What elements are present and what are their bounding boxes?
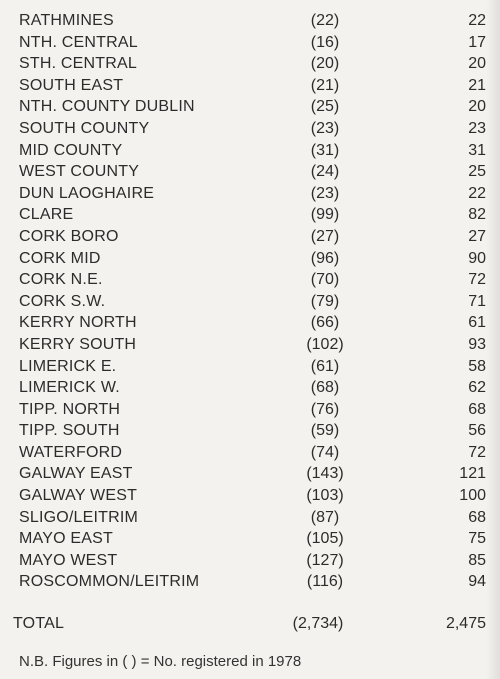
row-curr-count: 94 <box>468 573 486 591</box>
table-row <box>0 161 500 183</box>
row-prev-count: (27) <box>310 227 340 245</box>
table-row <box>0 399 500 421</box>
row-curr-count: 22 <box>468 12 486 29</box>
row-name: TIPP. NORTH <box>19 400 121 418</box>
row-prev-count: (103) <box>306 487 344 505</box>
row-name: CLARE <box>19 206 74 224</box>
row-prev-count: (87) <box>310 508 340 526</box>
row-prev-count: (31) <box>310 141 340 159</box>
row-name: SOUTH EAST <box>19 76 124 94</box>
row-curr-count: 100 <box>459 487 486 505</box>
row-curr-count: 21 <box>468 76 486 94</box>
row-curr-count: 72 <box>468 443 486 461</box>
row-curr-count: 20 <box>468 98 486 116</box>
row-curr-count: 31 <box>468 141 486 159</box>
table-row <box>0 269 500 291</box>
constituency-table <box>0 10 500 593</box>
total-row <box>0 612 500 636</box>
row-curr-count: 93 <box>468 335 486 353</box>
row-name: GALWAY EAST <box>19 465 133 483</box>
row-prev-count: (21) <box>310 76 340 94</box>
row-name: NTH. COUNTY DUBLIN <box>19 98 195 116</box>
table-row <box>0 118 500 140</box>
row-prev-count: (96) <box>310 249 340 267</box>
row-prev-count: (116) <box>306 573 344 591</box>
footnote: N.B. Figures in ( ) = No. registered in 1978 <box>19 653 302 670</box>
row-name: LIMERICK W. <box>19 379 120 397</box>
row-name: TIPP. SOUTH <box>19 422 120 440</box>
row-prev-count: (20) <box>310 55 340 73</box>
page-edge-shadow <box>486 0 500 679</box>
row-prev-count: (79) <box>310 292 340 310</box>
row-prev-count: (23) <box>310 119 340 137</box>
row-prev-count: (68) <box>310 379 340 397</box>
row-prev-count: (76) <box>310 400 340 418</box>
row-name: ROSCOMMON/LEITRIM <box>19 573 200 591</box>
row-name: CORK MID <box>19 249 101 267</box>
row-name: NTH. CENTRAL <box>19 33 138 51</box>
table-row <box>0 550 500 572</box>
row-prev-count: (59) <box>310 422 340 440</box>
row-prev-count: (61) <box>310 357 340 375</box>
row-name: MAYO EAST <box>19 530 113 548</box>
table-row <box>0 10 500 32</box>
row-name: WATERFORD <box>19 443 123 461</box>
row-curr-count: 23 <box>468 119 486 137</box>
table-row <box>0 420 500 442</box>
row-curr-count: 82 <box>468 206 486 224</box>
row-name: LIMERICK E. <box>19 357 117 375</box>
row-prev-count: (102) <box>306 335 344 353</box>
total-curr: 2,475 <box>445 615 486 632</box>
table-row <box>0 377 500 399</box>
row-name: CORK BORO <box>19 227 119 245</box>
table-row <box>0 291 500 313</box>
row-prev-count: (74) <box>310 443 340 461</box>
total-label: TOTAL <box>13 615 65 632</box>
row-prev-count: (127) <box>306 551 344 569</box>
table-row <box>0 485 500 507</box>
total-prev: (2,734) <box>292 615 344 632</box>
row-curr-count: 62 <box>468 379 486 397</box>
row-prev-count: (70) <box>310 271 340 289</box>
row-name: CORK S.W. <box>19 292 106 310</box>
table-row <box>0 442 500 464</box>
table-row <box>0 571 500 593</box>
table-row <box>0 96 500 118</box>
row-curr-count: 56 <box>468 422 486 440</box>
row-curr-count: 22 <box>468 184 486 202</box>
row-curr-count: 90 <box>468 249 486 267</box>
table-row <box>0 507 500 529</box>
row-curr-count: 61 <box>468 314 486 332</box>
row-curr-count: 20 <box>468 55 486 73</box>
row-prev-count: (24) <box>310 163 340 181</box>
row-curr-count: 68 <box>468 508 486 526</box>
row-curr-count: 68 <box>468 400 486 418</box>
row-name: KERRY NORTH <box>19 314 137 332</box>
row-name: DUN LAOGHAIRE <box>19 184 155 202</box>
row-curr-count: 121 <box>459 465 486 483</box>
row-curr-count: 71 <box>468 292 486 310</box>
table-row <box>0 140 500 162</box>
row-name: MAYO WEST <box>19 551 118 569</box>
table-row <box>0 183 500 205</box>
row-prev-count: (25) <box>310 98 340 116</box>
row-name: KERRY SOUTH <box>19 335 137 353</box>
row-curr-count: 72 <box>468 271 486 289</box>
row-name: GALWAY WEST <box>19 487 138 505</box>
row-curr-count: 17 <box>468 33 486 51</box>
row-curr-count: 75 <box>468 530 486 548</box>
table-row <box>0 312 500 334</box>
row-prev-count: (99) <box>310 206 340 224</box>
table-row <box>0 53 500 75</box>
table-row <box>0 528 500 550</box>
table-row <box>0 226 500 248</box>
row-name: WEST COUNTY <box>19 163 140 181</box>
table-row <box>0 248 500 270</box>
row-curr-count: 85 <box>468 551 486 569</box>
table-row <box>0 463 500 485</box>
row-curr-count: 58 <box>468 357 486 375</box>
row-prev-count: (22) <box>310 12 340 29</box>
row-name: SOUTH COUNTY <box>19 119 150 137</box>
table-row <box>0 334 500 356</box>
row-prev-count: (66) <box>310 314 340 332</box>
row-curr-count: 25 <box>468 163 486 181</box>
table-row <box>0 75 500 97</box>
row-name: STH. CENTRAL <box>19 55 137 73</box>
table-row <box>0 32 500 54</box>
row-prev-count: (105) <box>306 530 344 548</box>
row-name: SLIGO/LEITRIM <box>19 508 139 526</box>
table-row <box>0 356 500 378</box>
row-prev-count: (143) <box>306 465 344 483</box>
row-prev-count: (16) <box>310 33 340 51</box>
row-prev-count: (23) <box>310 184 340 202</box>
table-row <box>0 204 500 226</box>
row-name: MID COUNTY <box>19 141 123 159</box>
row-name: CORK N.E. <box>19 271 103 289</box>
row-name: RATHMINES <box>19 12 114 29</box>
row-curr-count: 27 <box>468 227 486 245</box>
